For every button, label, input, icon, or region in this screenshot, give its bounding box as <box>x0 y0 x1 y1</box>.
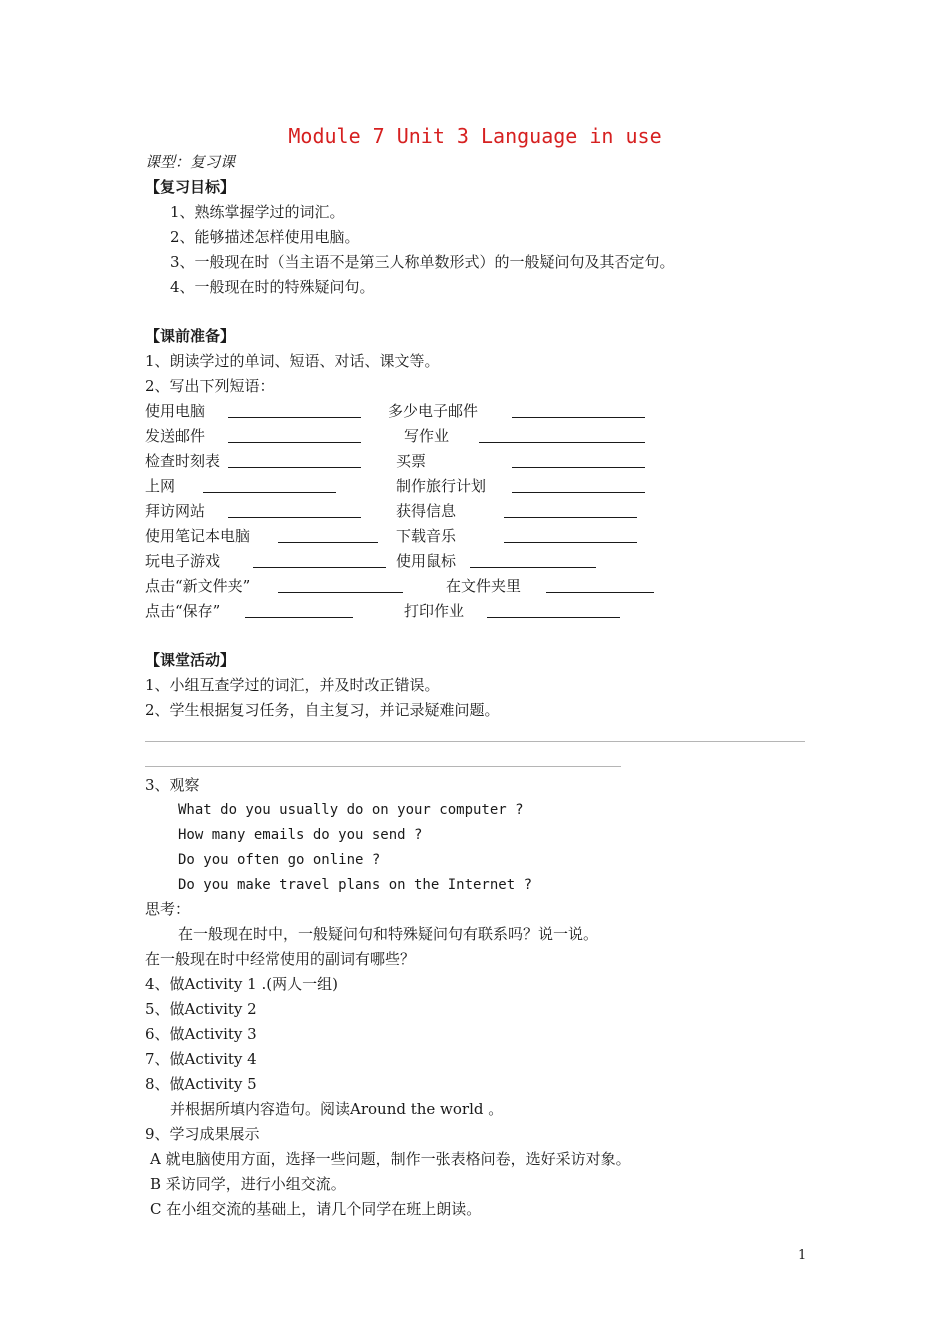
activity-heading: 【课堂活动】 <box>145 651 236 669</box>
activity-step: 4、做Activity 1 .(两人一组) <box>145 975 338 993</box>
phrase-label: 点击“保存” <box>145 602 221 620</box>
show-item: C 在小组交流的基础上，请几个同学在班上朗读。 <box>150 1200 482 1218</box>
show-label: 9、学习成果展示 <box>145 1125 260 1143</box>
phrase-label: 使用电脑 <box>145 402 206 420</box>
phrase-label: 检查时刻表 <box>145 452 221 470</box>
answer-blank[interactable] <box>228 403 361 418</box>
answer-blank[interactable] <box>245 603 353 618</box>
answer-blank[interactable] <box>546 578 654 593</box>
lesson-type: 课型：复习课 <box>145 153 236 171</box>
answer-blank[interactable] <box>228 503 361 518</box>
answer-blank[interactable] <box>203 478 336 493</box>
answer-blank[interactable] <box>512 453 645 468</box>
goals-heading: 【复习目标】 <box>145 178 236 196</box>
observe-sentence: What do you usually do on your computer ? <box>178 802 524 818</box>
activity-step: 7、做Activity 4 <box>145 1050 257 1068</box>
prep-item: 2、写出下列短语： <box>145 377 275 395</box>
prep-item: 1、朗读学过的单词、短语、对话、课文等。 <box>145 352 440 370</box>
phrase-label: 打印作业 <box>404 602 465 620</box>
phrase-label: 在文件夹里 <box>446 577 522 595</box>
phrase-label: 写作业 <box>404 427 450 445</box>
answer-blank[interactable] <box>512 403 645 418</box>
activity-step: 8、做Activity 5 <box>145 1075 257 1093</box>
phrase-label: 制作旅行计划 <box>396 477 487 495</box>
phrase-label: 多少电子邮件 <box>388 402 479 420</box>
phrase-label: 获得信息 <box>396 502 457 520</box>
answer-blank[interactable] <box>278 528 378 543</box>
writing-line[interactable] <box>145 766 621 767</box>
activity-item: 1、小组互查学过的词汇，并及时改正错误。 <box>145 676 440 694</box>
observe-sentence: Do you make travel plans on the Internet ? <box>178 877 533 893</box>
observe-label: 3、观察 <box>145 776 200 794</box>
observe-sentence: How many emails do you send ? <box>178 827 423 843</box>
answer-blank[interactable] <box>504 528 637 543</box>
activity-item: 2、学生根据复习任务，自主复习，并记录疑难问题。 <box>145 701 500 719</box>
phrase-label: 买票 <box>396 452 427 470</box>
phrase-label: 玩电子游戏 <box>145 552 221 570</box>
answer-blank[interactable] <box>228 428 361 443</box>
phrase-label: 拜访网站 <box>145 502 206 520</box>
answer-blank[interactable] <box>253 553 386 568</box>
activity-step: 5、做Activity 2 <box>145 1000 257 1018</box>
answer-blank[interactable] <box>479 428 645 443</box>
phrase-label: 下载音乐 <box>396 527 457 545</box>
show-item: B 采访同学，进行小组交流。 <box>150 1175 346 1193</box>
writing-line[interactable] <box>145 741 805 742</box>
phrase-label: 使用笔记本电脑 <box>145 527 251 545</box>
show-item: A 就电脑使用方面，选择一些问题，制作一张表格问卷，选好采访对象。 <box>150 1150 631 1168</box>
goal-item: 3、一般现在时（当主语不是第三人称单数形式）的一般疑问句及其否定句。 <box>170 253 675 271</box>
answer-blank[interactable] <box>470 553 596 568</box>
goal-item: 2、能够描述怎样使用电脑。 <box>170 228 360 246</box>
observe-sentence: Do you often go online ? <box>178 852 381 868</box>
answer-blank[interactable] <box>487 603 620 618</box>
document-title: Module 7 Unit 3 Language in use <box>288 124 662 148</box>
think-label: 思考： <box>145 900 191 918</box>
think-question: 在一般现在时中，一般疑问句和特殊疑问句有联系吗？说一说。 <box>178 925 599 943</box>
answer-blank[interactable] <box>228 453 361 468</box>
phrase-label: 点击“新文件夹” <box>145 577 251 595</box>
goal-item: 4、一般现在时的特殊疑问句。 <box>170 278 375 296</box>
page-number: 1 <box>798 1248 807 1263</box>
goal-item: 1、熟练掌握学过的词汇。 <box>170 203 345 221</box>
prep-heading: 【课前准备】 <box>145 327 236 345</box>
answer-blank[interactable] <box>512 478 645 493</box>
activity-step: 6、做Activity 3 <box>145 1025 257 1043</box>
phrase-label: 发送邮件 <box>145 427 206 445</box>
answer-blank[interactable] <box>278 578 403 593</box>
phrase-label: 上网 <box>145 477 176 495</box>
step-note: 并根据所填内容造句。阅读Around the world 。 <box>170 1100 504 1118</box>
phrase-label: 使用鼠标 <box>396 552 457 570</box>
answer-blank[interactable] <box>504 503 637 518</box>
think-question: 在一般现在时中经常使用的副词有哪些？ <box>145 950 416 968</box>
